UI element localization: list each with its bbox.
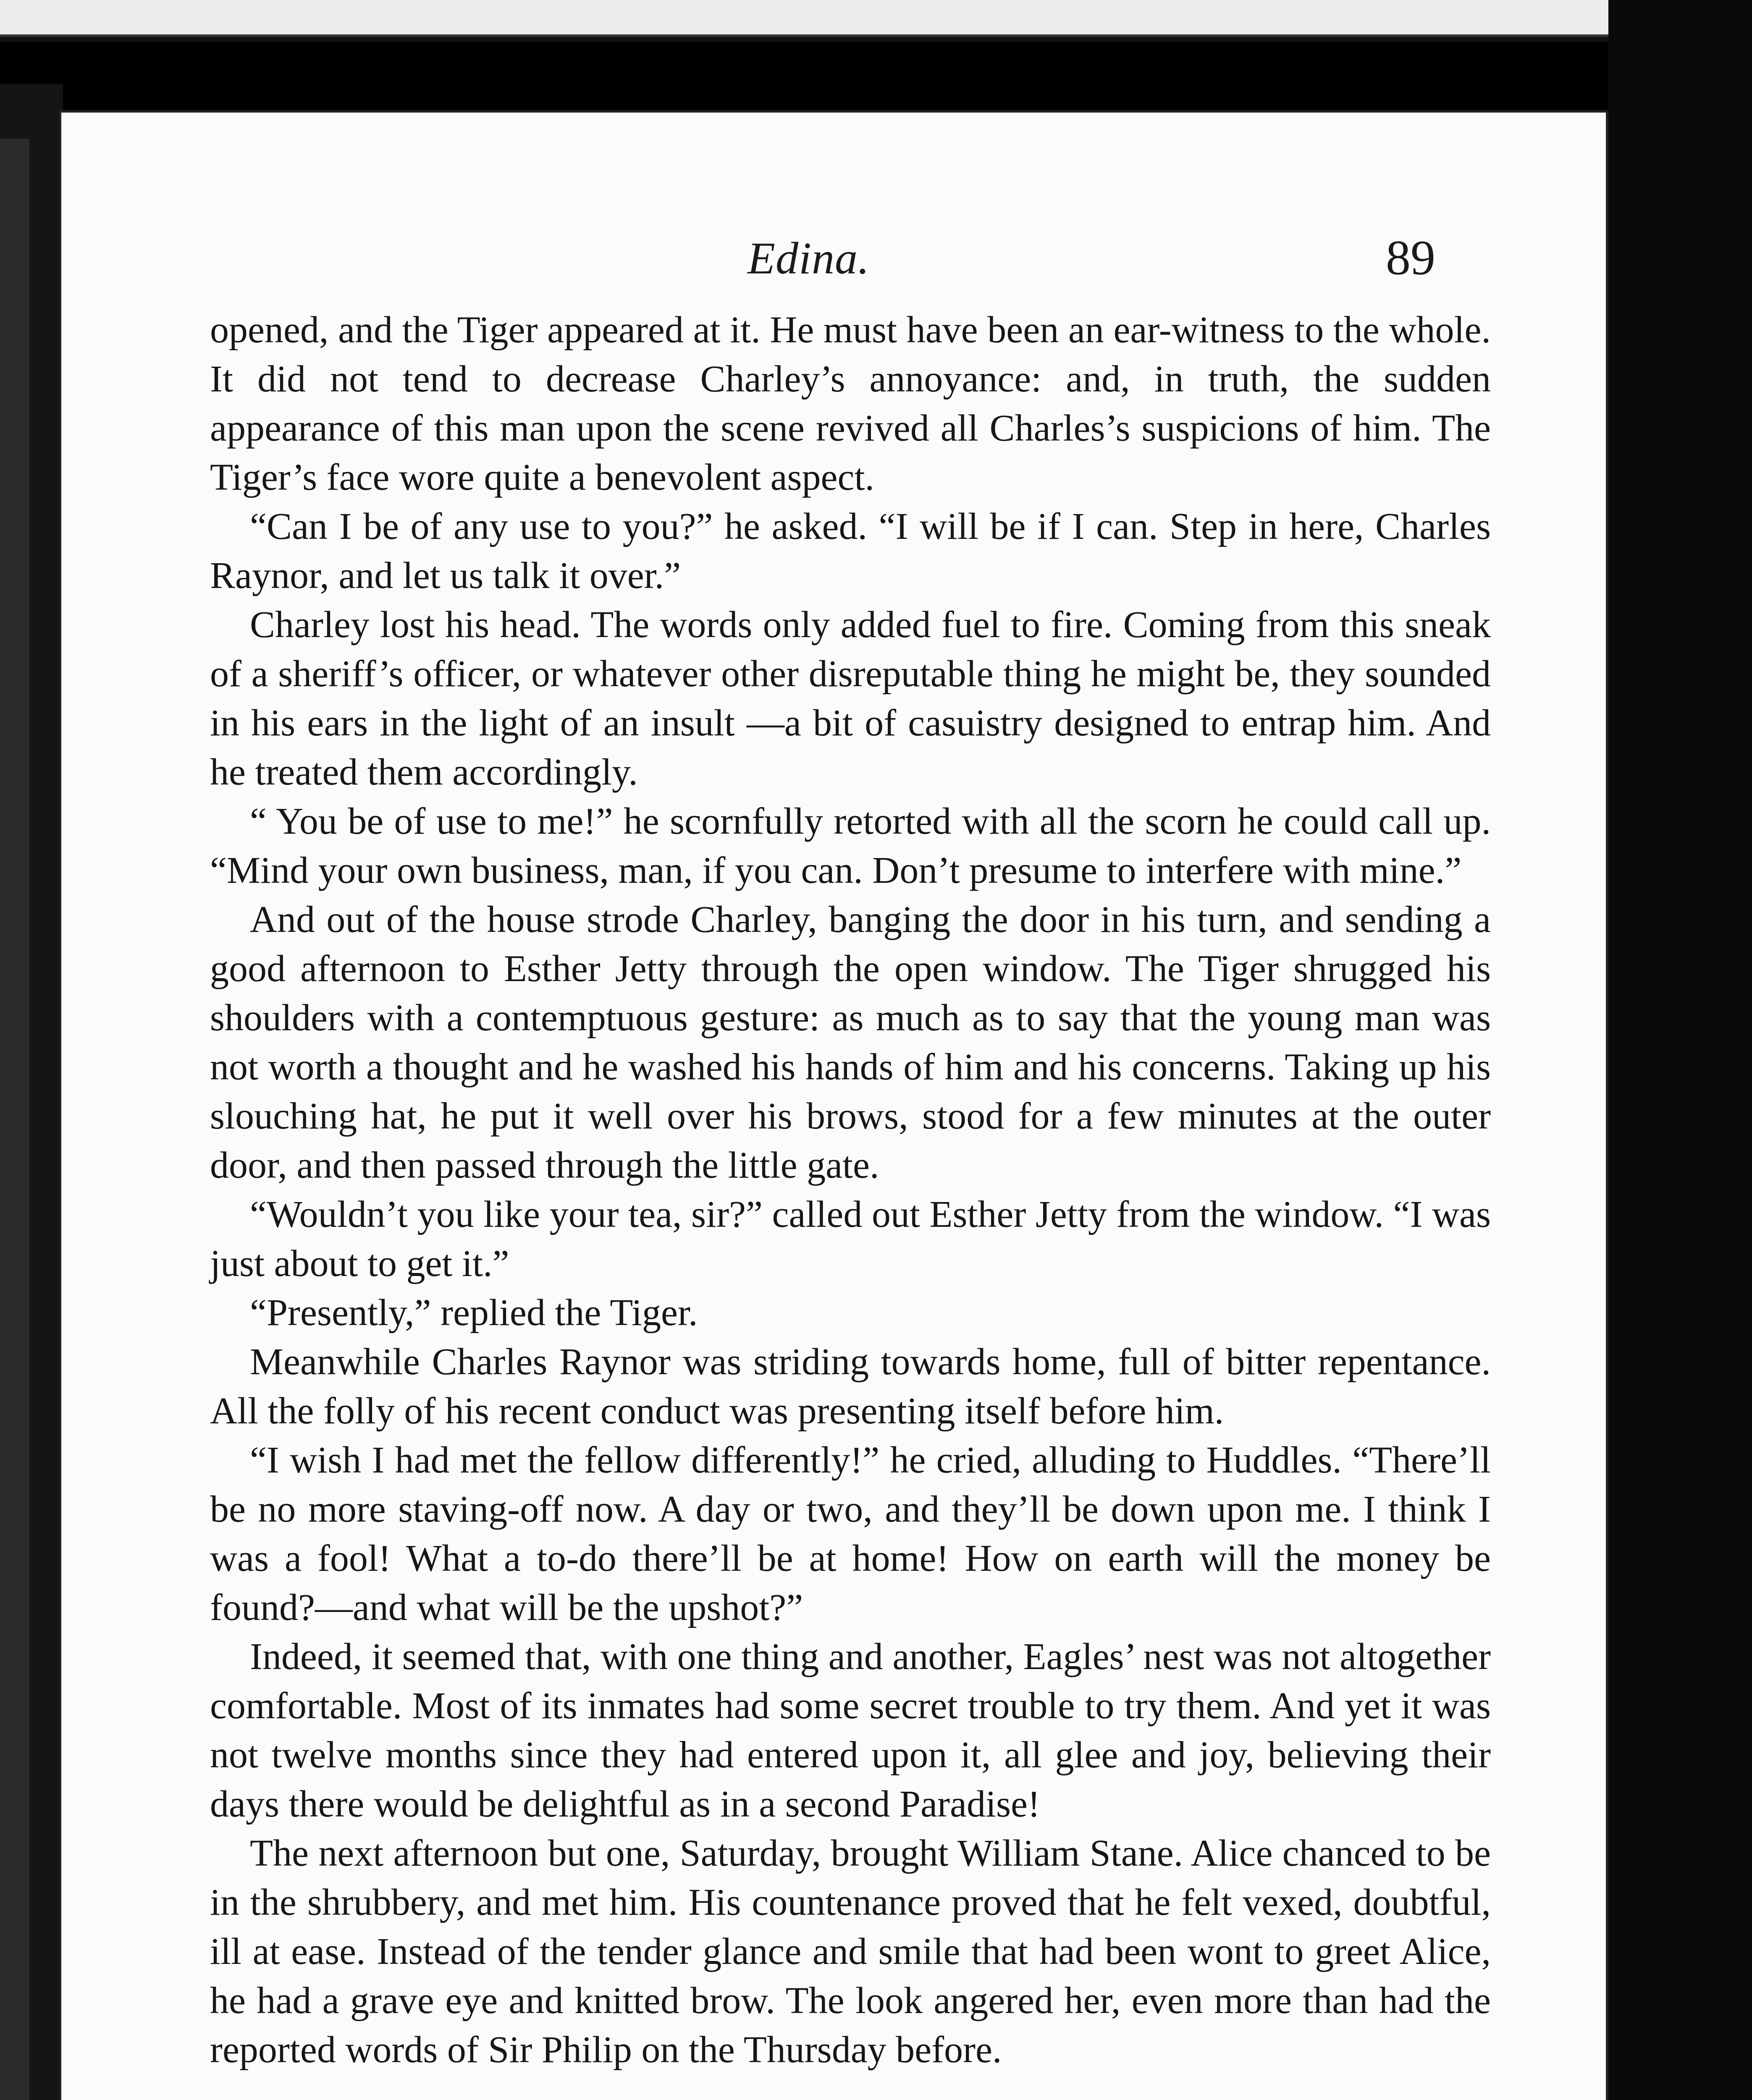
page-header xyxy=(59,230,1608,287)
body-text xyxy=(210,305,1491,2074)
paragraph-11: The next afternoon but one, Saturday, brought William Stane. Alice chanced to be in the shrubbery, and met him. His countenance proved that he felt vexed, doubtful, ill at ease. Instead of the tender glance and smile that had been wont to greet Alice, he had a grave eye and knitted brow. The look angered her, even more than had the reported words of Sir Philip on the Thursday before. xyxy=(210,1832,1491,2071)
paragraph-9: “I wish I had met the fellow differently!” he cried, alluding to Huddles. “There’ll be no more staving-off now. A day or two, and they’ll be down upon me. I think I was a fool! What a to-do there’ll be at home! How on earth will the money be found?—and what will be the upshot?” xyxy=(210,1439,1491,1628)
book-page xyxy=(59,110,1608,2100)
paragraph-3: Charley lost his head. The words only added fuel to fire. Coming from this sneak of a sheriff’s officer, or whatever other disreputable thing he might be, they sounded in his ears in the light of an insult —a bit of casuistry designed to entrap him. And he treated them accordingly. xyxy=(210,604,1491,793)
page-number: 89 xyxy=(1386,230,1435,285)
paragraph-7: “Presently,” replied the Tiger. xyxy=(250,1292,698,1334)
paragraph-1: opened, and the Tiger appeared at it. He must have been an ear-witness to the whole. It did not tend to decrease Charley’s annoyance: and, in truth, the sudden appearance of this man upon the scene revived all Charles’s suspicions of him. The Tiger’s face wore quite a benevolent aspect. xyxy=(210,309,1491,498)
right-dark-margin xyxy=(1608,0,1752,2100)
paragraph-4: “ You be of use to me!” he scornfully retorted with all the scorn he could call up. “Mind your own business, man, if you can. Don’t presume to interfere with mine.” xyxy=(210,801,1491,891)
paragraph-10: Indeed, it seemed that, with one thing and another, Eagles’ nest was not altogether comfortable. Most of its inmates had some secret trouble to try them. And yet it was not twelve months since they had entered upon it, all glee and joy, believing their days there would be delightful as in a second Paradise! xyxy=(210,1636,1491,1825)
paragraph-5: And out of the house strode Charley, banging the door in his turn, and sending a good afternoon to Esther Jetty through the open window. The Tiger shrugged his shoulders with a contemptuous gesture: as much as to say that the young man was not worth a thought and he washed his hands of him and his concerns. Taking up his slouching hat, he put it well over his brows, stood for a few minutes at the outer door, and then passed through the little gate. xyxy=(210,899,1491,1186)
running-title: Edina. xyxy=(747,234,870,284)
binding-edge xyxy=(0,139,29,2100)
paragraph-2: “Can I be of any use to you?” he asked. “I will be if I can. Step in here, Charles Raynor, and let us talk it over.” xyxy=(210,506,1491,596)
paragraph-6: “Wouldn’t you like your tea, sir?” called out Esther Jetty from the window. “I was just about to get it.” xyxy=(210,1194,1491,1284)
previous-page-edge xyxy=(0,0,1608,37)
paragraph-8: Meanwhile Charles Raynor was striding towards home, full of bitter repentance. All the folly of his recent conduct was presenting itself before him. xyxy=(210,1341,1491,1432)
